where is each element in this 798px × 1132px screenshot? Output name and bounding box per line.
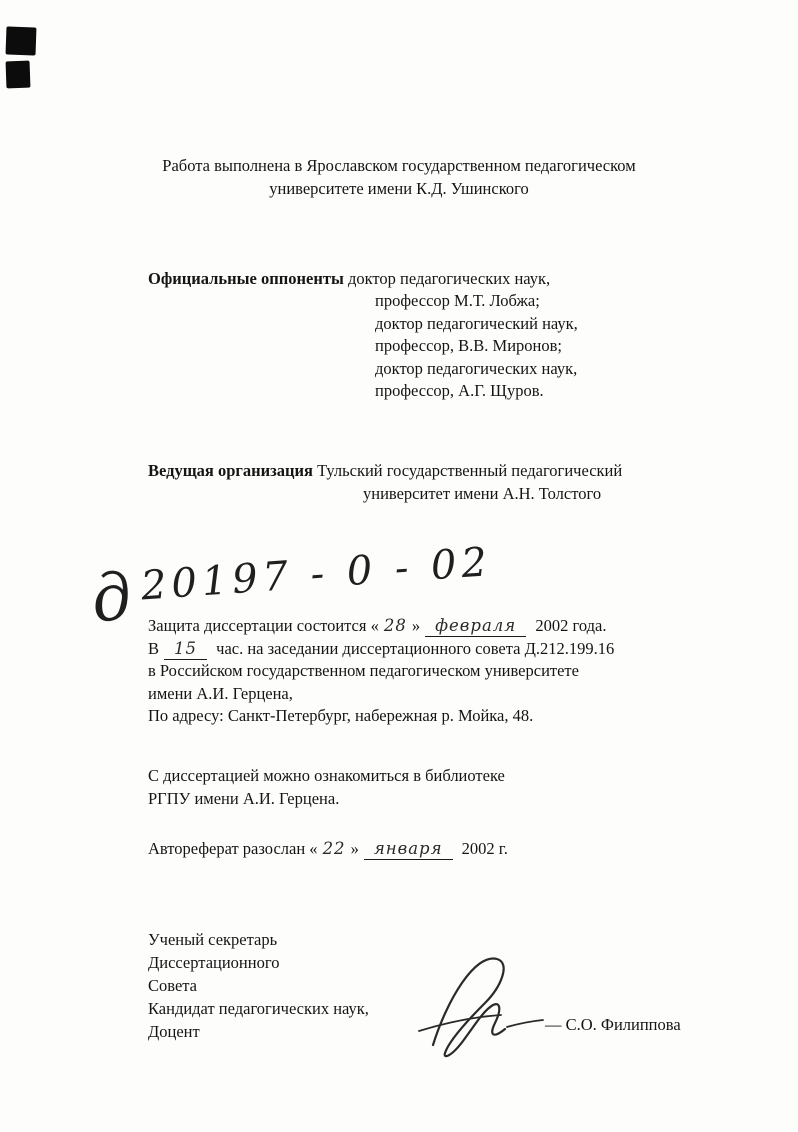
handwritten-month: февраля xyxy=(425,616,526,637)
opponent-line: профессор М.Т. Лобжа; xyxy=(375,291,540,310)
opponent-line: профессор, В.В. Миронов; xyxy=(375,336,562,355)
opponents-first-degree: доктор педагогических наук, xyxy=(347,269,551,288)
handwritten-sent-day: 22 xyxy=(322,839,346,858)
signature-flourish xyxy=(405,945,565,1065)
library-line2: РГПУ имени А.И. Герцена. xyxy=(148,788,340,808)
secretary-line: Совета xyxy=(148,976,198,995)
opponent-line: профессор, А.Г. Щуров. xyxy=(375,381,544,400)
handwritten-sent-month: января xyxy=(364,839,453,860)
opponents-label: Официальные оппоненты xyxy=(148,269,344,288)
defense-paragraph xyxy=(148,615,614,728)
lead-org-name-part1: Тульский государственный педагогический xyxy=(317,461,623,480)
defense-line1-post: 2002 года. xyxy=(535,616,607,635)
lead-org-line2: университет имени А.Н. Толстого xyxy=(363,484,602,503)
scan-artifact-mark xyxy=(6,61,31,89)
sent-mid: » xyxy=(350,839,359,858)
secretary-line: Диссертационного xyxy=(148,953,280,972)
defense-line1-pre: Защита диссертации состоится « xyxy=(148,616,379,635)
sent-post: 2002 г. xyxy=(461,839,508,858)
secretary-name: С.О. Филиппова xyxy=(565,1015,681,1034)
scan-artifact-mark xyxy=(6,26,37,55)
abstract-sent-line xyxy=(148,838,508,860)
opponent-line: доктор педагогический наук, xyxy=(375,313,578,333)
library-note xyxy=(148,765,505,810)
handwritten-hour: 15 xyxy=(164,639,207,660)
opponent-line: доктор педагогических наук, xyxy=(375,358,578,378)
handwritten-day: 28 xyxy=(383,616,407,635)
defense-line3: в Российском государственном педагогическом университете xyxy=(148,661,579,680)
defense-line2 xyxy=(148,638,614,661)
performed-at-line1: Работа выполнена в Ярославском государственном педагогическом xyxy=(162,156,636,175)
inventory-digits: 20197 - 0 - 02 xyxy=(139,539,494,610)
lead-org-label: Ведущая организация xyxy=(148,461,313,480)
sent-pre: Автореферат разослан « xyxy=(148,839,318,858)
secretary-block xyxy=(148,928,369,1043)
defense-line1 xyxy=(148,615,614,638)
opponents-list xyxy=(375,290,578,403)
secretary-name-line xyxy=(545,1015,681,1035)
defense-line1-mid: » xyxy=(411,616,421,635)
library-line1: С диссертацией можно ознакомиться в библиотеке xyxy=(148,766,505,785)
defense-line4: имени А.И. Герцена, xyxy=(148,683,293,703)
secretary-line: Кандидат педагогических наук, xyxy=(148,999,369,1018)
secretary-line: Ученый секретарь xyxy=(148,930,278,949)
secretary-line: Доцент xyxy=(148,1022,200,1041)
defense-line2-post: час. на заседании диссертационного совета Д.212.199.16 xyxy=(216,638,615,658)
defense-line2-pre: В xyxy=(148,638,160,658)
defense-line5: По адресу: Санкт-Петербург, набережная р. Мойка, 48. xyxy=(148,706,534,725)
inventory-letter: д xyxy=(85,558,138,639)
opponents-first-line xyxy=(148,268,550,290)
name-dash: — xyxy=(545,1015,562,1034)
lead-org-line1 xyxy=(148,460,622,482)
performed-at-line2: университете имени К.Д. Ушинского xyxy=(269,179,529,198)
